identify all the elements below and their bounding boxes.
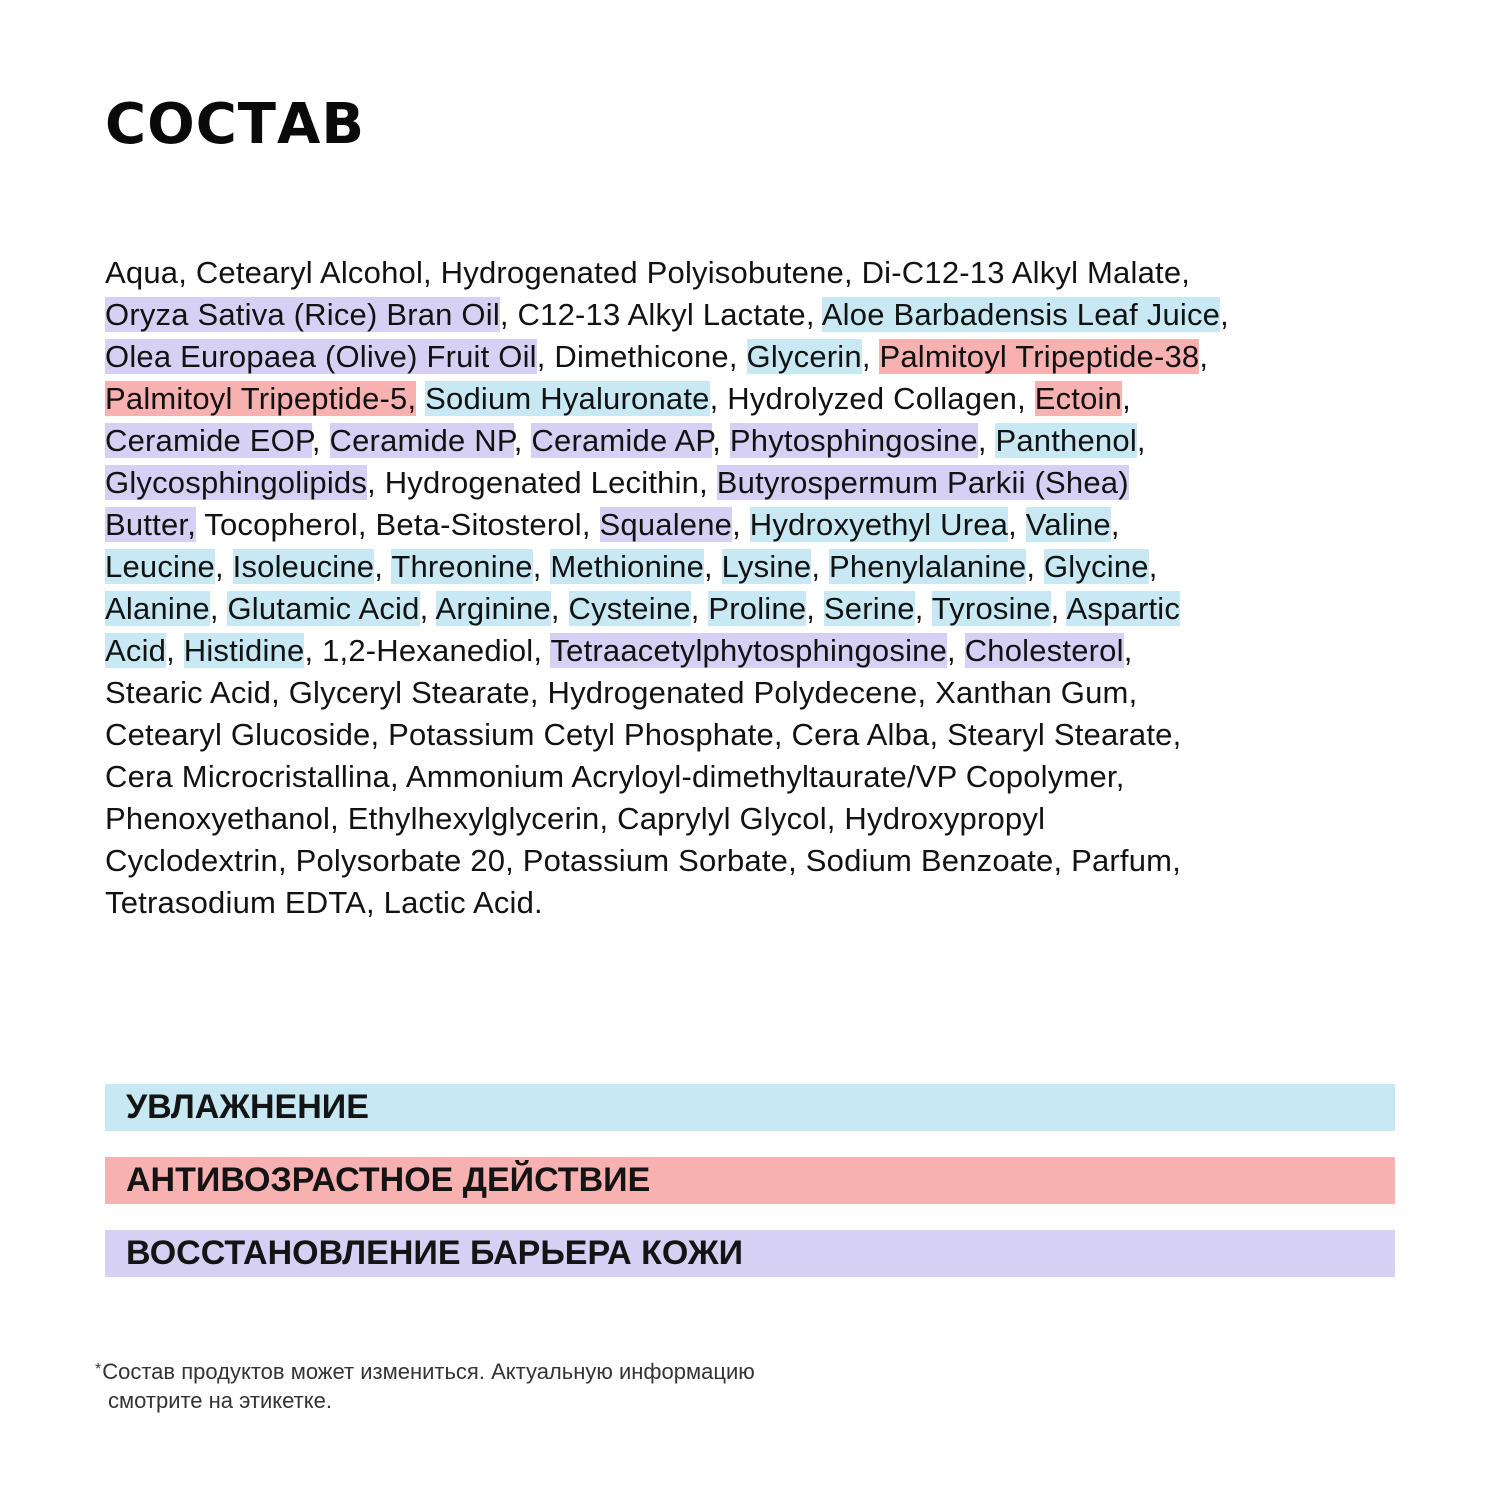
ingredient-text: , bbox=[1122, 381, 1131, 416]
ingredient-text: , bbox=[1148, 549, 1158, 584]
highlighted-ingredient-blue: Aspartic bbox=[1066, 591, 1181, 626]
highlight-legend bbox=[105, 1084, 1395, 1303]
highlighted-ingredient-pink: Ectoin bbox=[1034, 381, 1123, 416]
ingredient-text: , bbox=[690, 591, 709, 626]
ingredient-text: Stearic Acid, Glyceryl Stearate, Hydrogenated Polydecene, Xanthan Gum, bbox=[105, 675, 1138, 710]
ingredient-text: , Dimethicone, bbox=[536, 339, 747, 374]
highlighted-ingredient-blue: Proline bbox=[708, 591, 807, 626]
highlighted-ingredient-blue: Glutamic Acid bbox=[227, 591, 420, 626]
footnote-marker: * bbox=[95, 1361, 102, 1378]
ingredient-line bbox=[105, 840, 1425, 882]
ingredient-text: , bbox=[374, 549, 392, 584]
ingredient-text: , bbox=[811, 549, 829, 584]
highlighted-ingredient-blue: Sodium Hyaluronate bbox=[425, 381, 710, 416]
highlighted-ingredient-purple: Oryza Sativa (Rice) Bran Oil bbox=[105, 297, 500, 332]
highlighted-ingredient-purple: Tetraacetylphytosphingosine bbox=[550, 633, 948, 668]
ingredient-line bbox=[105, 672, 1425, 714]
page-title: СОСТАВ bbox=[105, 92, 366, 157]
ingredient-text: , bbox=[1008, 507, 1026, 542]
highlighted-ingredient-blue: Hydroxyethyl Urea bbox=[749, 507, 1009, 542]
ingredient-text bbox=[416, 381, 425, 416]
ingredient-text: , bbox=[1136, 423, 1146, 458]
ingredient-text: Cetearyl Glucoside, Potassium Cetyl Phosphate, Cera Alba, Stearyl Stearate, bbox=[105, 717, 1182, 752]
ingredient-text: , bbox=[712, 423, 730, 458]
highlighted-ingredient-blue: Tyrosine bbox=[931, 591, 1051, 626]
highlighted-ingredient-purple: Ceramide NP bbox=[329, 423, 514, 458]
ingredient-text: , bbox=[1026, 549, 1044, 584]
highlighted-ingredient-blue: Valine bbox=[1025, 507, 1111, 542]
ingredient-line bbox=[105, 252, 1425, 294]
ingredient-text: , bbox=[532, 549, 551, 584]
highlighted-ingredient-purple: Squalene bbox=[599, 507, 733, 542]
highlighted-ingredient-blue: Threonine bbox=[391, 549, 533, 584]
highlighted-ingredient-purple: Cholesterol bbox=[964, 633, 1124, 668]
legend-bar: УВЛАЖНЕНИЕ bbox=[105, 1084, 1395, 1131]
highlighted-ingredient-pink: Palmitoyl Tripeptide-5, bbox=[105, 381, 417, 416]
ingredient-line bbox=[105, 546, 1425, 588]
ingredient-line bbox=[105, 294, 1425, 336]
ingredient-text: , 1,2-Hexanediol, bbox=[304, 633, 551, 668]
legend-bar: АНТИВОЗРАСТНОЕ ДЕЙСТВИЕ bbox=[105, 1157, 1395, 1204]
ingredient-text: Tocopherol, Beta-Sitosterol, bbox=[196, 507, 600, 542]
highlighted-ingredient-blue: Isoleucine bbox=[232, 549, 375, 584]
ingredient-text: , bbox=[166, 633, 184, 668]
ingredient-text: , bbox=[977, 423, 996, 458]
highlighted-ingredient-blue: Acid bbox=[105, 633, 167, 668]
ingredient-text: , bbox=[215, 549, 233, 584]
ingredient-text: , Hydrolyzed Collagen, bbox=[709, 381, 1035, 416]
ingredient-text: , bbox=[1199, 339, 1209, 374]
ingredient-text: , bbox=[732, 507, 750, 542]
ingredient-text: Phenoxyethanol, Ethylhexylglycerin, Caprylyl Glycol, Hydroxypropyl bbox=[105, 801, 1046, 836]
highlighted-ingredient-blue: Glycerin bbox=[746, 339, 862, 374]
ingredient-text: , bbox=[209, 591, 228, 626]
ingredient-text: , bbox=[806, 591, 824, 626]
highlighted-ingredient-purple: Phytosphingosine bbox=[729, 423, 978, 458]
ingredient-text: Aqua, Cetearyl Alcohol, Hydrogenated Polyisobutene, Di-C12-13 Alkyl Malate, bbox=[105, 255, 1191, 290]
highlighted-ingredient-blue: Panthenol bbox=[995, 423, 1137, 458]
highlighted-ingredient-purple: Olea Europaea (Olive) Fruit Oil bbox=[105, 339, 537, 374]
ingredient-line bbox=[105, 756, 1425, 798]
highlighted-ingredient-blue: Serine bbox=[823, 591, 915, 626]
ingredient-line bbox=[105, 798, 1425, 840]
highlighted-ingredient-blue: Aloe Barbadensis Leaf Juice bbox=[821, 297, 1221, 332]
ingredient-text: , bbox=[704, 549, 722, 584]
highlighted-ingredient-purple: Ceramide AP bbox=[531, 423, 713, 458]
ingredient-line bbox=[105, 462, 1425, 504]
highlighted-ingredient-blue: Leucine bbox=[105, 549, 215, 584]
ingredient-text: , bbox=[419, 591, 436, 626]
highlighted-ingredient-blue: Histidine bbox=[183, 633, 305, 668]
highlighted-ingredient-pink: Palmitoyl Tripeptide-38 bbox=[879, 339, 1200, 374]
ingredient-line bbox=[105, 378, 1425, 420]
ingredient-text: , bbox=[1220, 297, 1229, 332]
ingredient-text: , bbox=[1123, 633, 1133, 668]
highlighted-ingredient-blue: Alanine bbox=[105, 591, 210, 626]
highlighted-ingredient-blue: Methionine bbox=[550, 549, 705, 584]
highlighted-ingredient-blue: Arginine bbox=[435, 591, 551, 626]
highlighted-ingredient-blue: Glycine bbox=[1043, 549, 1149, 584]
highlighted-ingredient-blue: Phenylalanine bbox=[828, 549, 1027, 584]
ingredient-text: , bbox=[947, 633, 965, 668]
footnote-line-1: Состав продуктов может измениться. Актуальную информацию bbox=[102, 1359, 755, 1384]
ingredient-text: , bbox=[914, 591, 932, 626]
ingredient-line bbox=[105, 588, 1425, 630]
legend-bar: ВОССТАНОВЛЕНИЕ БАРЬЕРА КОЖИ bbox=[105, 1230, 1395, 1277]
ingredient-text: Tetrasodium EDTA, Lactic Acid. bbox=[105, 885, 543, 920]
ingredient-text: Cyclodextrin, Polysorbate 20, Potassium Sorbate, Sodium Benzoate, Parfum, bbox=[105, 843, 1182, 878]
footnote-line-2: смотрите на этикетке. bbox=[108, 1388, 332, 1413]
ingredient-text: , bbox=[513, 423, 532, 458]
highlighted-ingredient-blue: Cysteine bbox=[568, 591, 691, 626]
ingredient-line bbox=[105, 882, 1425, 924]
ingredient-line bbox=[105, 714, 1425, 756]
ingredient-text: , bbox=[311, 423, 330, 458]
ingredient-line bbox=[105, 630, 1425, 672]
highlighted-ingredient-blue: Lysine bbox=[721, 549, 812, 584]
highlighted-ingredient-purple: Butyrospermum Parkii (Shea) bbox=[716, 465, 1129, 500]
ingredient-line bbox=[105, 336, 1425, 378]
ingredient-text: , bbox=[861, 339, 880, 374]
ingredient-text: , bbox=[550, 591, 569, 626]
highlighted-ingredient-purple: Glycosphingolipids bbox=[105, 465, 368, 500]
ingredient-line bbox=[105, 504, 1425, 546]
ingredient-text: , C12-13 Alkyl Lactate, bbox=[499, 297, 822, 332]
ingredient-text: , bbox=[1050, 591, 1067, 626]
ingredient-text: , bbox=[1110, 507, 1120, 542]
highlighted-ingredient-purple: Ceramide EOP bbox=[105, 423, 312, 458]
ingredients-list bbox=[105, 252, 1425, 924]
highlighted-ingredient-purple: Butter, bbox=[105, 507, 197, 542]
ingredient-line bbox=[105, 420, 1425, 462]
ingredient-text: , Hydrogenated Lecithin, bbox=[367, 465, 717, 500]
ingredient-text: Cera Microcristallina, Ammonium Acryloyl-dimethyltaurate/VP Copolymer, bbox=[105, 759, 1125, 794]
footnote bbox=[95, 1357, 755, 1415]
